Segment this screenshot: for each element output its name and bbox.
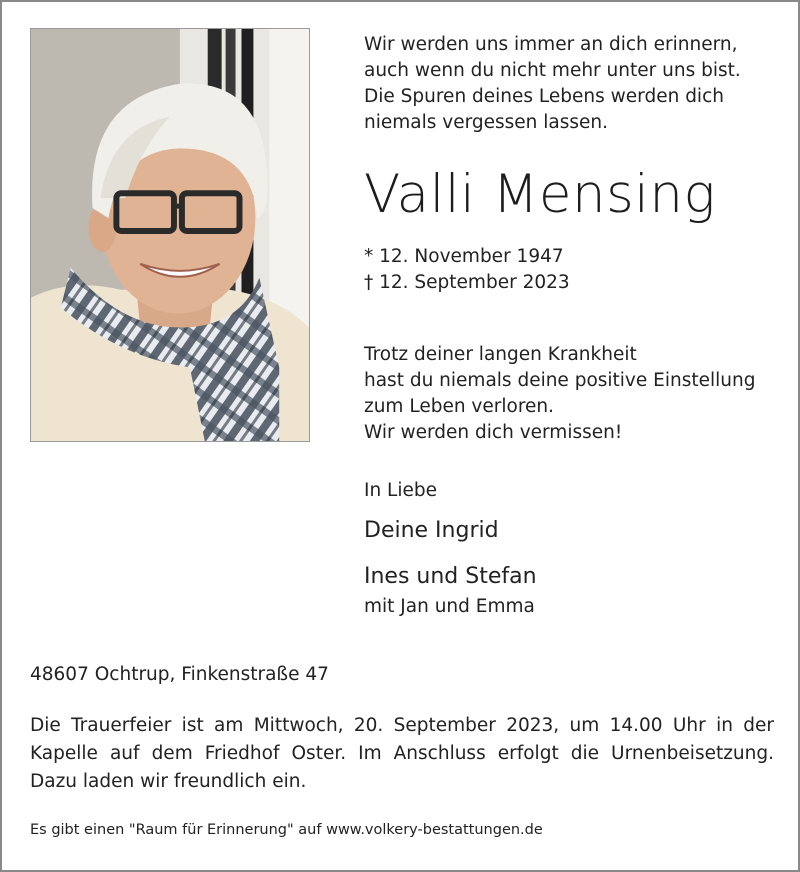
verse-line: Die Spuren deines Lebens werden dich bbox=[364, 86, 724, 107]
tribute-line: Trotz deiner langen Krankheit bbox=[364, 344, 637, 365]
memorial-verse bbox=[364, 32, 741, 136]
tribute-line: Wir werden dich vermissen! bbox=[364, 422, 623, 443]
funeral-service-info bbox=[30, 712, 774, 796]
service-line: Dazu laden wir freundlich ein. bbox=[30, 771, 307, 792]
signature-intro: In Liebe bbox=[364, 480, 438, 501]
deceased-name: Valli Mensing bbox=[364, 164, 716, 225]
signature-grandchildren: mit Jan und Emma bbox=[364, 596, 535, 617]
memorial-website-note: Es gibt einen "Raum für Erinnerung" auf www.volkery-bestattungen.de bbox=[30, 822, 543, 838]
tribute-line: zum Leben verloren. bbox=[364, 396, 555, 417]
birth-date: * 12. November 1947 bbox=[364, 246, 564, 267]
service-line: Kapelle auf dem Friedhof Oster. Im Anschluss erfolgt die Urnenbeisetzung. bbox=[30, 743, 774, 764]
portrait-photo bbox=[30, 28, 310, 442]
mourning-address: 48607 Ochtrup, Finkenstraße 47 bbox=[30, 664, 329, 685]
verse-line: niemals vergessen lassen. bbox=[364, 112, 609, 133]
tribute-text bbox=[364, 342, 755, 446]
service-line: Die Trauerfeier ist am Mittwoch, 20. September 2023, um 14.00 Uhr in der bbox=[30, 715, 774, 736]
tribute-line: hast du niemals deine positive Einstellung bbox=[364, 370, 756, 391]
verse-line: Wir werden uns immer an dich erinnern, bbox=[364, 34, 738, 55]
verse-line: auch wenn du nicht mehr unter uns bist. bbox=[364, 60, 741, 81]
life-dates bbox=[364, 244, 570, 296]
portrait-image bbox=[31, 29, 309, 441]
death-date: † 12. September 2023 bbox=[364, 272, 570, 293]
signature-ingrid: Deine Ingrid bbox=[364, 518, 499, 543]
signature-ines-stefan: Ines und Stefan bbox=[364, 564, 537, 589]
